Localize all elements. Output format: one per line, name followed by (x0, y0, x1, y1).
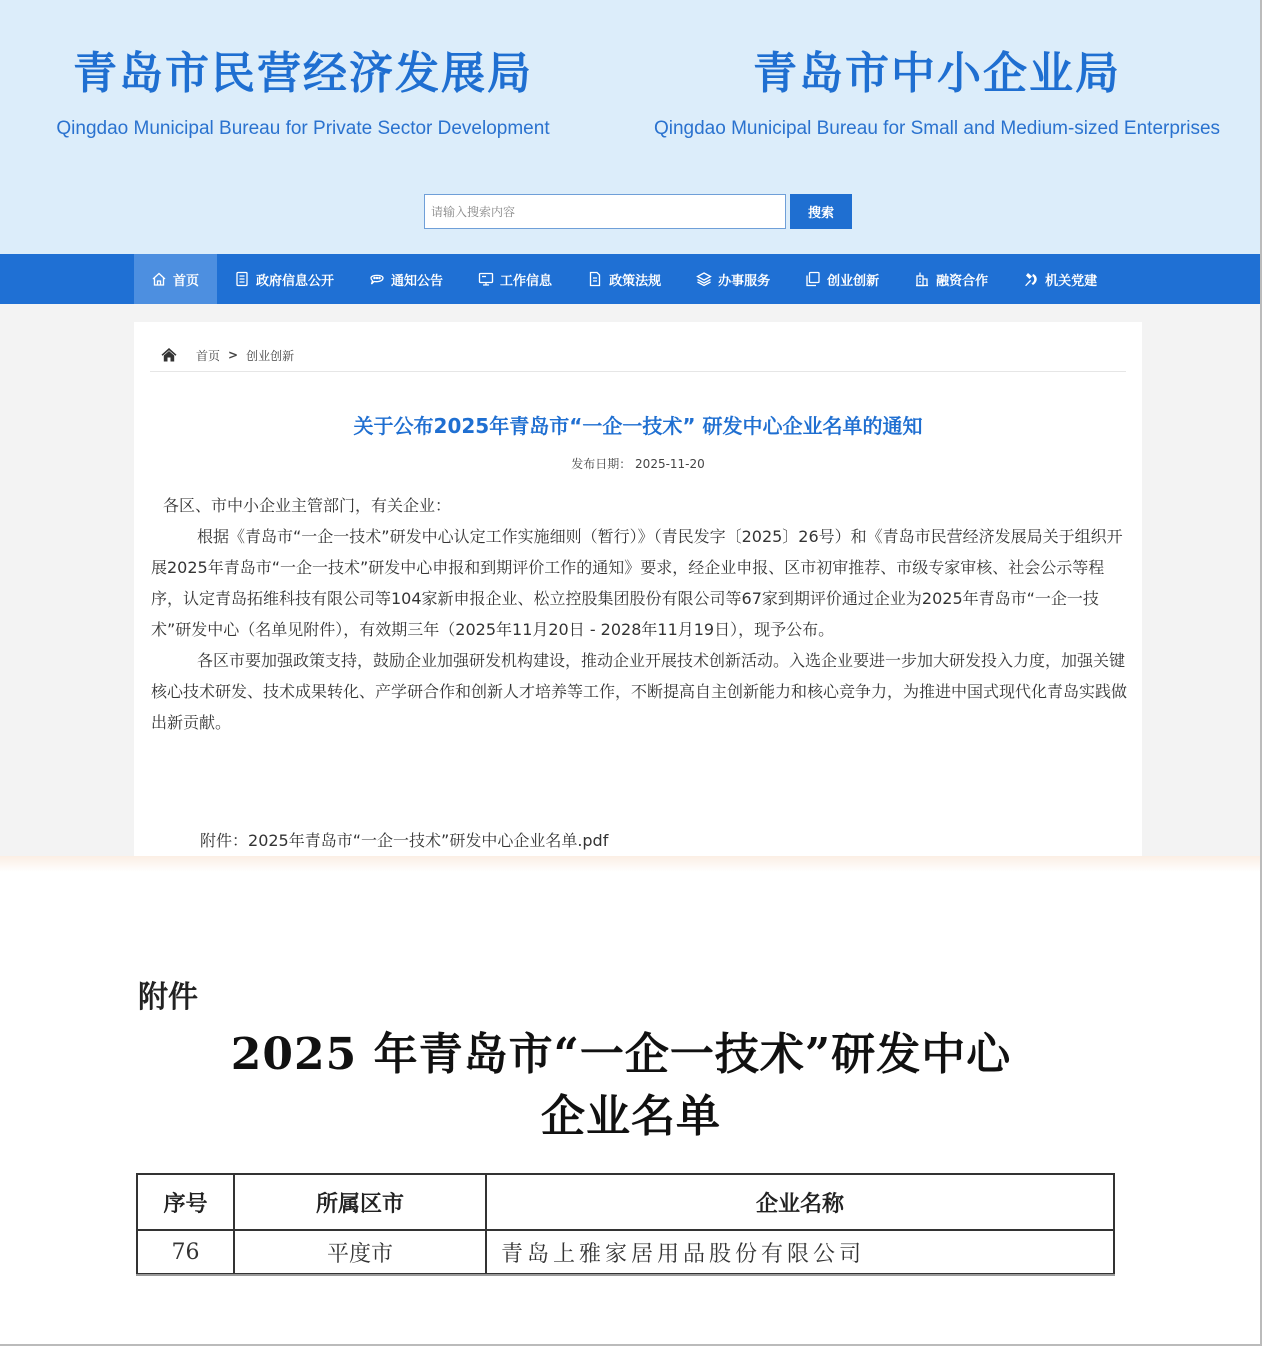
document-icon (233, 270, 251, 288)
nav-item-notices[interactable] (352, 254, 461, 304)
cell-no: 76 (137, 1230, 234, 1274)
breadcrumb-separator: > (228, 348, 239, 362)
org-left-cn-title: 青岛市民营经济发展局 (73, 48, 533, 99)
date-label: 发布日期： (571, 457, 632, 471)
article-paragraph-2: 各区市要加强政策支持，鼓励企业加强研发机构建设，推动企业开展技术创新活动。入选企业要进一步加大研发投入力度，加强关键核心技术研发、技术成果转化、产学研合作和创新人才培养等工作，不断提高自主创新能力和核心竞争力，为推进中国式现代化青岛实践做出新贡献。 (151, 651, 1128, 732)
article-title: 关于公布2025年青岛市“一企一技术” 研发中心企业名单的通知 (353, 414, 923, 438)
attachment-link[interactable]: 2025年青岛市“一企一技术”研发中心企业名单.pdf (248, 831, 609, 850)
column-header-company: 企业名称 (486, 1174, 1114, 1230)
breadcrumb-divider (150, 371, 1126, 372)
nav-item-label: 机关党建 (1045, 273, 1098, 289)
nav-item-services[interactable] (679, 254, 788, 304)
table-cut-edge (136, 1274, 1115, 1278)
nav-item-gov-info[interactable] (217, 254, 352, 304)
nav-item-label: 通知公告 (391, 273, 444, 289)
table-header-row (137, 1174, 1114, 1230)
breadcrumb-home-link[interactable]: 首页 (196, 348, 221, 363)
site-header (0, 0, 1262, 254)
company-table (136, 1173, 1115, 1275)
breadcrumb (160, 346, 294, 364)
search-button[interactable]: 搜索 (790, 194, 852, 229)
attachment-doc-title-line1: 2025 年青岛市“一企一技术”研发中心 (230, 1029, 1012, 1080)
section-divider (0, 856, 1262, 872)
nav-item-home[interactable] (134, 254, 217, 304)
building-icon (913, 270, 931, 288)
org-right (612, 44, 1262, 140)
layers-icon (695, 270, 713, 288)
article-paragraph-1: 根据《青岛市“一企一技术”研发中心认定工作实施细则（暂行）》（青民发字〔2025〕26号）和《青岛市民营经济发展局关于组织开展2025年青岛市“一企一技术”研发中心申报和到期评价工作的通知》要求，经企业申报、区市初审推荐、市级专家审核、社会公示等程序，认定青岛拓维科技有限公司等104家新申报企业、松立控股集团股份有限公司等67家到期评价通过企业为2025年青岛市“一企一技术”研发中心（名单见附件），有效期三年（2025年11月20日 - 2028年11月19日），现予公布。 (151, 527, 1123, 639)
attachment-label: 附件： (200, 831, 249, 850)
attachment-doc-title-line2: 企业名单 (541, 1091, 721, 1142)
nav-item-label: 融资合作 (936, 273, 989, 289)
org-right-en-title: Qingdao Municipal Bureau for Small and Medium-sized Enterprises (653, 118, 1221, 139)
home-icon (150, 270, 168, 288)
home-icon[interactable] (160, 346, 178, 364)
date-value: 2025-11-20 (635, 457, 705, 471)
file-icon (586, 270, 604, 288)
nav-item-policies[interactable] (570, 254, 679, 304)
cell-company: 青岛上雅家居用品股份有限公司 (486, 1230, 1114, 1274)
main-nav (0, 254, 1262, 304)
nav-item-work-info[interactable] (461, 254, 570, 304)
nav-item-label: 办事服务 (718, 273, 771, 289)
nav-item-innovation[interactable] (788, 254, 897, 304)
nav-item-party[interactable] (1006, 254, 1115, 304)
search-input[interactable] (424, 194, 786, 229)
monitor-icon (477, 270, 495, 288)
article-body (151, 490, 1127, 738)
copy-icon (804, 270, 822, 288)
party-icon (1022, 270, 1040, 288)
nav-item-financing[interactable] (897, 254, 1006, 304)
chat-icon (368, 270, 386, 288)
nav-item-label: 工作信息 (500, 273, 553, 289)
nav-item-label: 政府信息公开 (256, 273, 335, 289)
org-right-cn-title: 青岛市中小企业局 (753, 48, 1121, 99)
nav-item-label: 创业创新 (827, 273, 880, 289)
org-left (20, 44, 586, 140)
article-card (134, 322, 1142, 856)
article-salutation: 各区、市中小企业主管部门，有关企业： (163, 496, 452, 515)
breadcrumb-current[interactable]: 创业创新 (246, 348, 295, 363)
table-row (137, 1230, 1114, 1274)
attachment-doc-label: 附件 (138, 980, 198, 1015)
org-left-en-title: Qingdao Municipal Bureau for Private Sector Development (56, 118, 550, 139)
attachment-line (200, 828, 608, 851)
nav-item-label: 首页 (173, 273, 200, 289)
nav-item-label: 政策法规 (609, 273, 662, 289)
article-date (134, 455, 1142, 472)
cell-district: 平度市 (234, 1230, 486, 1274)
column-header-district: 所属区市 (234, 1174, 486, 1230)
column-header-no: 序号 (137, 1174, 234, 1230)
